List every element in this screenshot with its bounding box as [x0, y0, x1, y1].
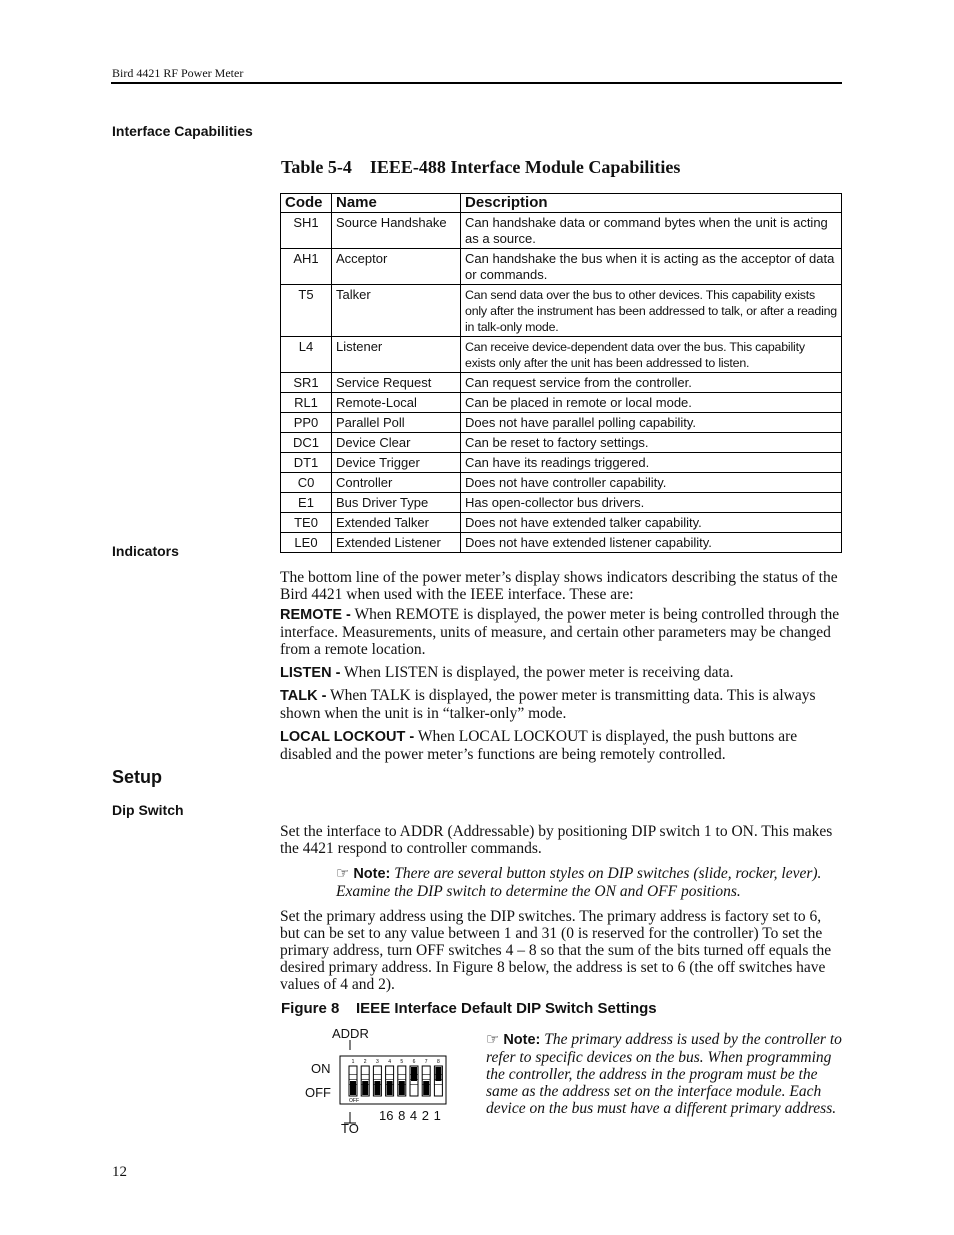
indicator-label: REMOTE - — [280, 607, 351, 623]
note-label: Note: — [503, 1032, 541, 1048]
section-heading-interface-capabilities: Interface Capabilities — [112, 123, 253, 139]
bit-values: 16 8 4 2 1 — [379, 1108, 441, 1123]
cell-code: E1 — [281, 493, 332, 513]
indicator-listen — [280, 664, 842, 682]
cell-code: DT1 — [281, 453, 332, 473]
dip-switch-number: 2 — [363, 1059, 367, 1065]
dip-switch-knob — [435, 1067, 441, 1081]
dip-switch-knob — [350, 1081, 356, 1095]
table-row — [281, 413, 842, 433]
column-header-description: Description — [461, 194, 842, 213]
cell-description: Can send data over the bus to other devices. This capability exists only after the instrument has been addressed to talk, or after a reading in talk-only mode. — [461, 285, 842, 337]
dip-body-off-text: OFF — [349, 1098, 359, 1104]
cell-description: Does not have parallel polling capability. — [461, 413, 842, 433]
table-row — [281, 373, 842, 393]
indicator-text: When TALK is displayed, the power meter is transmitting data. This is always shown when the unit is in “talker-only” mode. — [280, 687, 816, 722]
table-row — [281, 493, 842, 513]
cell-description: Can be placed in remote or local mode. — [461, 393, 842, 413]
to-label: TO — [341, 1121, 359, 1136]
cell-name: Talker — [332, 285, 461, 337]
section-heading-setup: Setup — [112, 767, 163, 787]
table-row — [281, 433, 842, 453]
cell-description: Does not have extended talker capability. — [461, 513, 842, 533]
dip-paragraph-1: Set the interface to ADDR (Addressable) by positioning DIP switch 1 to ON. This makes the 4421 respond to controller commands. — [280, 823, 833, 857]
column-header-code: Code — [281, 194, 332, 213]
cell-description: Can handshake the bus when it is acting as the acceptor of data or commands. — [461, 249, 842, 285]
cell-code: AH1 — [281, 249, 332, 285]
cell-code: PP0 — [281, 413, 332, 433]
dip-switch-knob — [423, 1081, 429, 1095]
page-number: 12 — [112, 1164, 127, 1180]
table-row — [281, 337, 842, 373]
indicator-label: LOCAL LOCKOUT - — [280, 729, 415, 745]
cell-name: Bus Driver Type — [332, 493, 461, 513]
figure-caption: Figure 8 IEEE Interface Default DIP Switch Settings — [281, 1000, 657, 1017]
table-header-row — [281, 194, 842, 213]
table-title: Table 5-4 IEEE-488 Interface Module Capabilities — [281, 157, 681, 177]
table-row — [281, 513, 842, 533]
dip-switch-number: 1 — [351, 1059, 355, 1065]
pointing-hand-icon: ☞ — [336, 864, 350, 882]
table-row — [281, 285, 842, 337]
cell-name: Parallel Poll — [332, 413, 461, 433]
dip-switch-number: 6 — [412, 1059, 416, 1065]
cell-description: Can request service from the controller. — [461, 373, 842, 393]
table-row — [281, 213, 842, 249]
addr-label: ADDR — [332, 1026, 369, 1041]
table-row — [281, 533, 842, 553]
cell-name: Extended Listener — [332, 533, 461, 553]
dip-switch-knob — [374, 1081, 380, 1095]
cell-name: Acceptor — [332, 249, 461, 285]
table-row — [281, 393, 842, 413]
cell-code: TE0 — [281, 513, 332, 533]
dip-switch-diagram — [330, 1040, 460, 1130]
indicator-talk — [280, 687, 842, 722]
cell-description: Does not have extended listener capability. — [461, 533, 842, 553]
indicator-label: LISTEN - — [280, 665, 341, 681]
indicators-intro: The bottom line of the power meter’s display shows indicators describing the status of the Bird 4421 when used with the IEEE interface. These are: — [280, 569, 838, 603]
cell-description: Can be reset to factory settings. — [461, 433, 842, 453]
cell-code: SH1 — [281, 213, 332, 249]
indicator-text: When LOCAL LOCKOUT is displayed, the push buttons are disabled and the power meter’s functions are being remotely controlled. — [280, 728, 798, 763]
indicator-text: When LISTEN is displayed, the power meter is receiving data. — [340, 664, 734, 681]
dip-switch-number: 3 — [376, 1059, 379, 1065]
note-text: There are several button styles on DIP switches (slide, rocker, lever). Examine the DIP switch to determine the ON and OFF positions. — [336, 865, 822, 900]
cell-code: L4 — [281, 337, 332, 373]
note-text: The primary address is used by the controller to refer to specific devices on the bus. When programming the controller, the address in the program must be the same as the address set on the interface module. Each device on the bus must have a different primary address. — [486, 1031, 842, 1117]
cell-code: SR1 — [281, 373, 332, 393]
cell-code: C0 — [281, 473, 332, 493]
on-label: ON — [311, 1061, 331, 1076]
note-dip-styles — [336, 864, 842, 901]
note-primary-address — [486, 1031, 842, 1117]
dip-switch-knob — [399, 1081, 405, 1095]
cell-description: Can have its readings triggered. — [461, 453, 842, 473]
section-heading-dip-switch: Dip Switch — [112, 802, 184, 818]
cell-name: Remote-Local — [332, 393, 461, 413]
table-row — [281, 453, 842, 473]
cell-description: Has open-collector bus drivers. — [461, 493, 842, 513]
dip-switch-number: 8 — [437, 1059, 440, 1065]
cell-name: Device Clear — [332, 433, 461, 453]
dip-switch-knob — [387, 1081, 393, 1095]
cell-name: Extended Talker — [332, 513, 461, 533]
capabilities-table — [280, 193, 842, 553]
header-rule — [111, 82, 842, 84]
cell-name: Controller — [332, 473, 461, 493]
running-header: Bird 4421 RF Power Meter — [112, 66, 244, 80]
column-header-name: Name — [332, 194, 461, 213]
dip-switch-knob — [411, 1067, 417, 1081]
dip-switch-knob — [362, 1081, 368, 1095]
cell-code: RL1 — [281, 393, 332, 413]
dip-switch-number: 4 — [388, 1059, 391, 1065]
pointing-hand-icon: ☞ — [486, 1030, 500, 1048]
cell-description: Can receive device-dependent data over the bus. This capability exists only after the unit has been addressed to listen. — [461, 337, 842, 373]
cell-name: Device Trigger — [332, 453, 461, 473]
cell-code: DC1 — [281, 433, 332, 453]
cell-code: T5 — [281, 285, 332, 337]
cell-code: LE0 — [281, 533, 332, 553]
dip-switch-number: 5 — [400, 1059, 404, 1065]
indicator-label: TALK - — [280, 688, 327, 704]
off-label: OFF — [305, 1085, 331, 1100]
cell-name: Service Request — [332, 373, 461, 393]
table-row — [281, 473, 842, 493]
cell-description: Does not have controller capability. — [461, 473, 842, 493]
section-heading-indicators: Indicators — [112, 543, 179, 559]
indicator-text: When REMOTE is displayed, the power meter is being controlled through the interface. Measurements, units of measure, and certain other parameters may be changed from a remote location. — [280, 606, 840, 658]
indicator-local-lockout — [280, 728, 842, 763]
dip-switch-number: 7 — [424, 1059, 428, 1065]
cell-name: Source Handshake — [332, 213, 461, 249]
dip-paragraph-2: Set the primary address using the DIP switches. The primary address is factory set to 6, but can be set to any value between 1 and 31 (0 is reserved for the controller) To set the primary address, turn OFF switches 4 – 8 so that the sum of the bits turned off equals the desired primary address. In Figure 8 below, the address is set to 6 (the off switches have values of 4 and 2). — [280, 908, 832, 993]
cell-name: Listener — [332, 337, 461, 373]
cell-description: Can handshake data or command bytes when the unit is acting as a source. — [461, 213, 842, 249]
note-label: Note: — [353, 866, 391, 882]
table-row — [281, 249, 842, 285]
indicator-remote — [280, 606, 842, 658]
